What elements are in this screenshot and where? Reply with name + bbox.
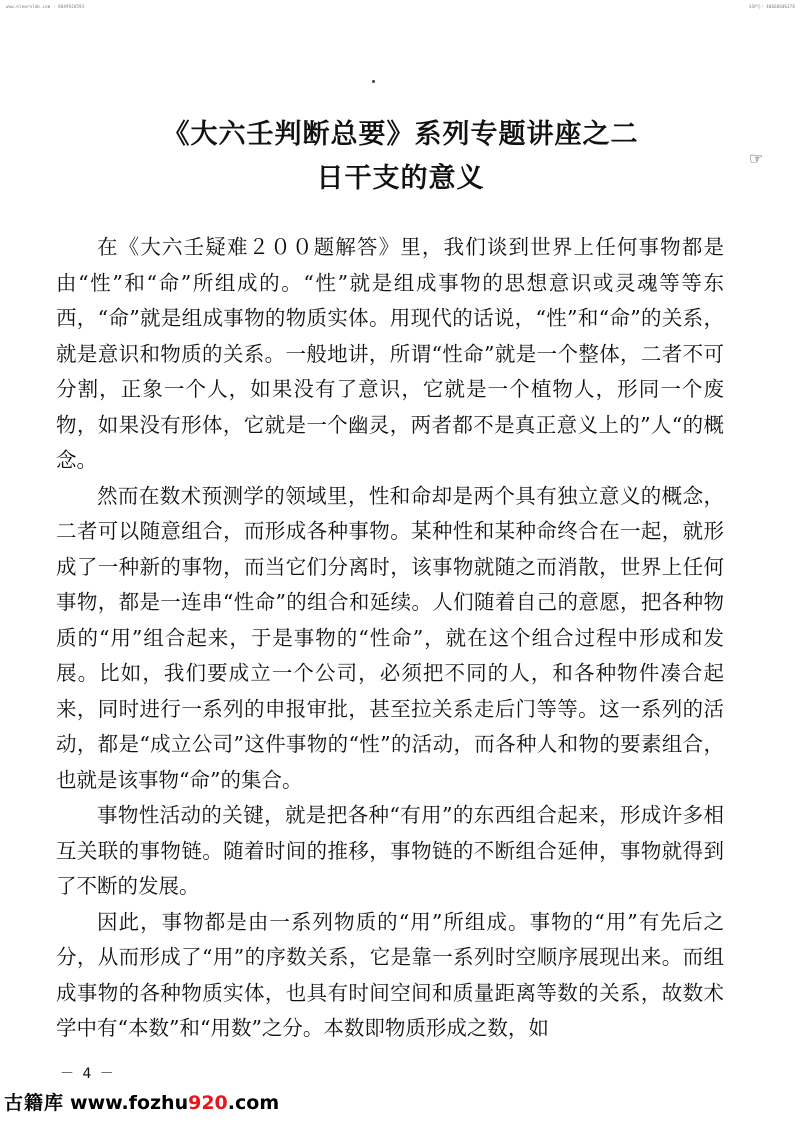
paragraph: 在《大六壬疑难２００题解答》里，我们谈到世界上任何事物都是由“性”和“命”所组成的。“性”就是组成事物的思想意识或灵魂等等东西，“命”就是组成事物的物质实体。用现代的话说，“性”和“命”的关系，就是意识和物质的关系。一般地讲，所谓“性命”就是一个整体，二者不可分割，正象一个人，如果没有了意识，它就是一个植物人，形同一个废物，如果没有形体，它就是一个幽灵，两者都不是真正意义上的”人“的概念。 (56, 235, 724, 472)
watermark-url-suffix: .com (227, 1092, 280, 1114)
watermark-name: 古籍库 (4, 1092, 65, 1114)
page-number: － 4 － (60, 1066, 116, 1082)
paragraph: 事物性活动的关键，就是把各种“有用”的东西组合起来，形成许多相互关联的事物链。随着时间的推移，事物链的不断组合延伸，事物就得到了不断的发展。 (56, 803, 724, 898)
watermark (4, 1088, 279, 1115)
watermark-url-prefix: www.fozhu (70, 1092, 189, 1114)
paragraph: 然而在数术预测学的领域里，性和命却是两个具有独立意义的概念，二者可以随意组合，而形成各种事物。某种性和某种命终合在一起，就形成了一种新的事物，而当它们分离时，该事物就随之而消散，世界上任何事物，都是一连串“性命”的组合和延续。人们随着自己的意愿，把各种物质的“用”组合起来，于是事物的“性命”，就在这个组合过程中形成和发展。比如，我们要成立一个公司，必须把不同的人，和各种物件凑合起来，同时进行一系列的申报审批，甚至拉关系走后门等等。这一系列的活动，都是“成立公司”这件事物的“性”的活动，而各种人和物的要素组合，也就是该事物“命”的集合。 (56, 483, 724, 792)
watermark-url (70, 1092, 279, 1114)
page-subtitle: 日干支的意义 (316, 163, 485, 194)
scan-speck (372, 80, 375, 83)
pointing-hand-icon: ☞ (749, 149, 764, 168)
paragraph: 因此，事物都是由一系列物质的“用”所组成。事物的“用”有先后之分，从而形成了“用”的序数关系，它是靠一系列时空顺序展现出来。而组成事物的各种物质实体，也具有时间空间和质量距离等数的关系，故数术学中有“本数”和“用数”之分。本数即物质形成之数，如 (56, 909, 724, 1040)
watermark-url-number: 920 (188, 1092, 228, 1114)
page-title: 《大六壬判断总要》系列专题讲座之二 (162, 119, 639, 150)
scan-header-left: www.elearnlab.com · 8849926593 (6, 4, 85, 9)
scan-header-right: SSP号: 40660606378 (749, 4, 795, 9)
document-body (56, 230, 724, 1047)
